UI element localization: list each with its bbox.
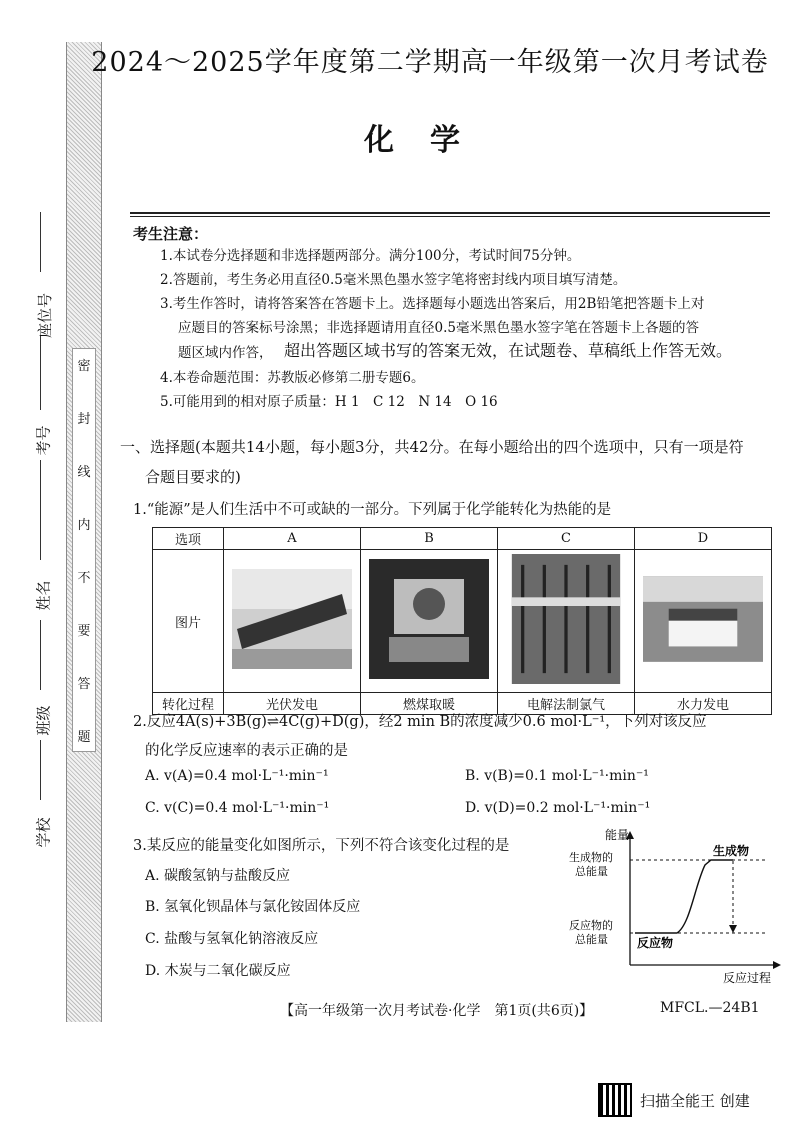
page-footer: 【高一年级第一次月考试卷·化学 第1页(共6页)】: [280, 1003, 594, 1019]
energy-diagram: [565, 825, 785, 985]
exam-title: 2024～2025学年度第二学期高一年级第一次月考试卷: [91, 47, 769, 78]
notice-item: 5.可能用到的相对原子质量：H 1 C 12 N 14 O 16: [160, 394, 498, 410]
paper-code: MFCL.—24B1: [660, 1000, 760, 1016]
y-axis-label: 能量: [605, 828, 630, 842]
q1-proc-c: 电解法制氯气: [498, 693, 635, 715]
notice-item: 题区域内作答，: [178, 345, 273, 361]
q1-proc-d: 水力发电: [635, 693, 772, 715]
x-axis-label: 反应过程: [723, 971, 772, 985]
strip-char: 封: [77, 412, 91, 427]
field-name-line[interactable]: [40, 460, 41, 560]
q2-option-c: C. v(C)=0.4 mol·L⁻¹·min⁻¹: [145, 800, 330, 816]
notice-emphasis: 超出答题区域书写的答案无效，在试题卷、草稿纸上作答无效。: [284, 341, 733, 360]
strip-char: 密: [77, 359, 91, 374]
strip-char: 不: [77, 571, 91, 586]
product-label: 生成物: [713, 844, 750, 858]
energy-gap-arrow: [729, 925, 737, 933]
q3-stem: 3.某反应的能量变化如图所示，下列不符合该变化过程的是: [133, 838, 510, 854]
notice-item: 4.本卷命题范围：苏教版必修第二册专题6。: [160, 370, 425, 386]
electrolysis-plant-image: [506, 554, 626, 684]
q1-pic-a: [224, 550, 361, 693]
q1-proc-a: 光伏发电: [224, 693, 361, 715]
section-heading-cont: 合题目要求的): [145, 468, 241, 486]
coal-stove-image: [369, 554, 489, 684]
binding-strip-text: [72, 348, 96, 752]
reactant-energy-label: 反应物的: [569, 919, 613, 932]
q1-proc-label: 转化过程: [153, 693, 224, 715]
q1-table: [152, 527, 772, 715]
q2-stem: 2.反应4A(s)+3B(g)⇌4C(g)+D(g)，经2 min B的浓度减少0.6 mol·L⁻¹，下列对该反应: [133, 714, 707, 730]
x-axis-arrow: [773, 961, 781, 969]
product-energy-label-2: 总能量: [575, 865, 608, 878]
field-name-label: 姓名: [34, 580, 53, 611]
q1-pic-d: [635, 550, 772, 693]
field-class-line[interactable]: [40, 620, 41, 690]
q2-option-a: A. v(A)=0.4 mol·L⁻¹·min⁻¹: [145, 768, 329, 784]
q3-option-a: A. 碳酸氢钠与盐酸反应: [145, 868, 291, 884]
q1-stem: 1.“能源”是人们生活中不可或缺的一部分。下列属于化学能转化为热能的是: [133, 502, 612, 518]
field-school-line[interactable]: [40, 740, 41, 800]
scanner-watermark-text: 扫描全能王 创建: [640, 1091, 750, 1110]
field-seat-label: 座位号: [36, 292, 55, 339]
field-seat-line[interactable]: [40, 212, 41, 272]
notice-item: 2.答题前，考生务必用直径0.5毫米黑色墨水签字笔将密封线内项目填写清楚。: [160, 272, 627, 288]
hydropower-dam-image: [643, 554, 763, 684]
q1-header-cell: 选项: [153, 528, 224, 550]
solar-panel-image: [232, 554, 352, 684]
q3-option-d: D. 木炭与二氧化碳反应: [145, 963, 291, 979]
notice-item: 应题目的答案标号涂黑；非选择题请用直径0.5毫米黑色墨水签字笔在答题卡上各题的答: [178, 320, 699, 336]
reactant-energy-label-2: 总能量: [575, 933, 608, 946]
q1-header-cell: A: [224, 528, 361, 550]
notice-heading: 考生注意：: [133, 225, 209, 243]
energy-curve: [635, 860, 733, 933]
q1-header-cell: D: [635, 528, 772, 550]
q1-header-cell: B: [361, 528, 498, 550]
q1-proc-b: 燃煤取暖: [361, 693, 498, 715]
q3-option-b: B. 氢氧化钡晶体与氯化铵固体反应: [145, 899, 361, 915]
q3-option-c: C. 盐酸与氢氧化钠溶液反应: [145, 931, 319, 947]
header-rule: [130, 212, 770, 214]
subject-title: 化学: [364, 123, 496, 158]
scanner-watermark: [598, 1083, 750, 1117]
qr-code-icon: [598, 1083, 632, 1117]
strip-char: 要: [77, 624, 91, 639]
header-rule-thin: [130, 216, 770, 217]
q2-option-d: D. v(D)=0.2 mol·L⁻¹·min⁻¹: [465, 800, 651, 816]
q2-option-b: B. v(B)=0.1 mol·L⁻¹·min⁻¹: [465, 768, 649, 784]
strip-char: 答: [77, 677, 91, 692]
field-school-label: 学校: [34, 817, 53, 848]
strip-char: 题: [77, 730, 91, 745]
q1-pic-b: [361, 550, 498, 693]
field-examno-line[interactable]: [40, 335, 41, 410]
q1-pic-c: [498, 550, 635, 693]
product-energy-label: 生成物的: [569, 851, 613, 864]
q1-header-cell: C: [498, 528, 635, 550]
section-heading: 一、选择题(本题共14小题，每小题3分，共42分。在每小题给出的四个选项中，只有一项是符: [120, 438, 744, 456]
field-examno-label: 考号: [34, 425, 53, 456]
strip-char: 内: [77, 518, 91, 533]
strip-char: 线: [77, 465, 91, 480]
q2-stem-cont: 的化学反应速率的表示正确的是: [145, 743, 348, 759]
field-class-label: 班级: [34, 705, 53, 736]
notice-item: 3.考生作答时，请将答案答在答题卡上。选择题每小题选出答案后，用2B铅笔把答题卡上对: [160, 296, 705, 312]
notice-item: 1.本试卷分选择题和非选择题两部分。满分100分，考试时间75分钟。: [160, 248, 581, 264]
q1-pic-label: 图片: [153, 550, 224, 693]
reactant-label: 反应物: [637, 936, 674, 950]
